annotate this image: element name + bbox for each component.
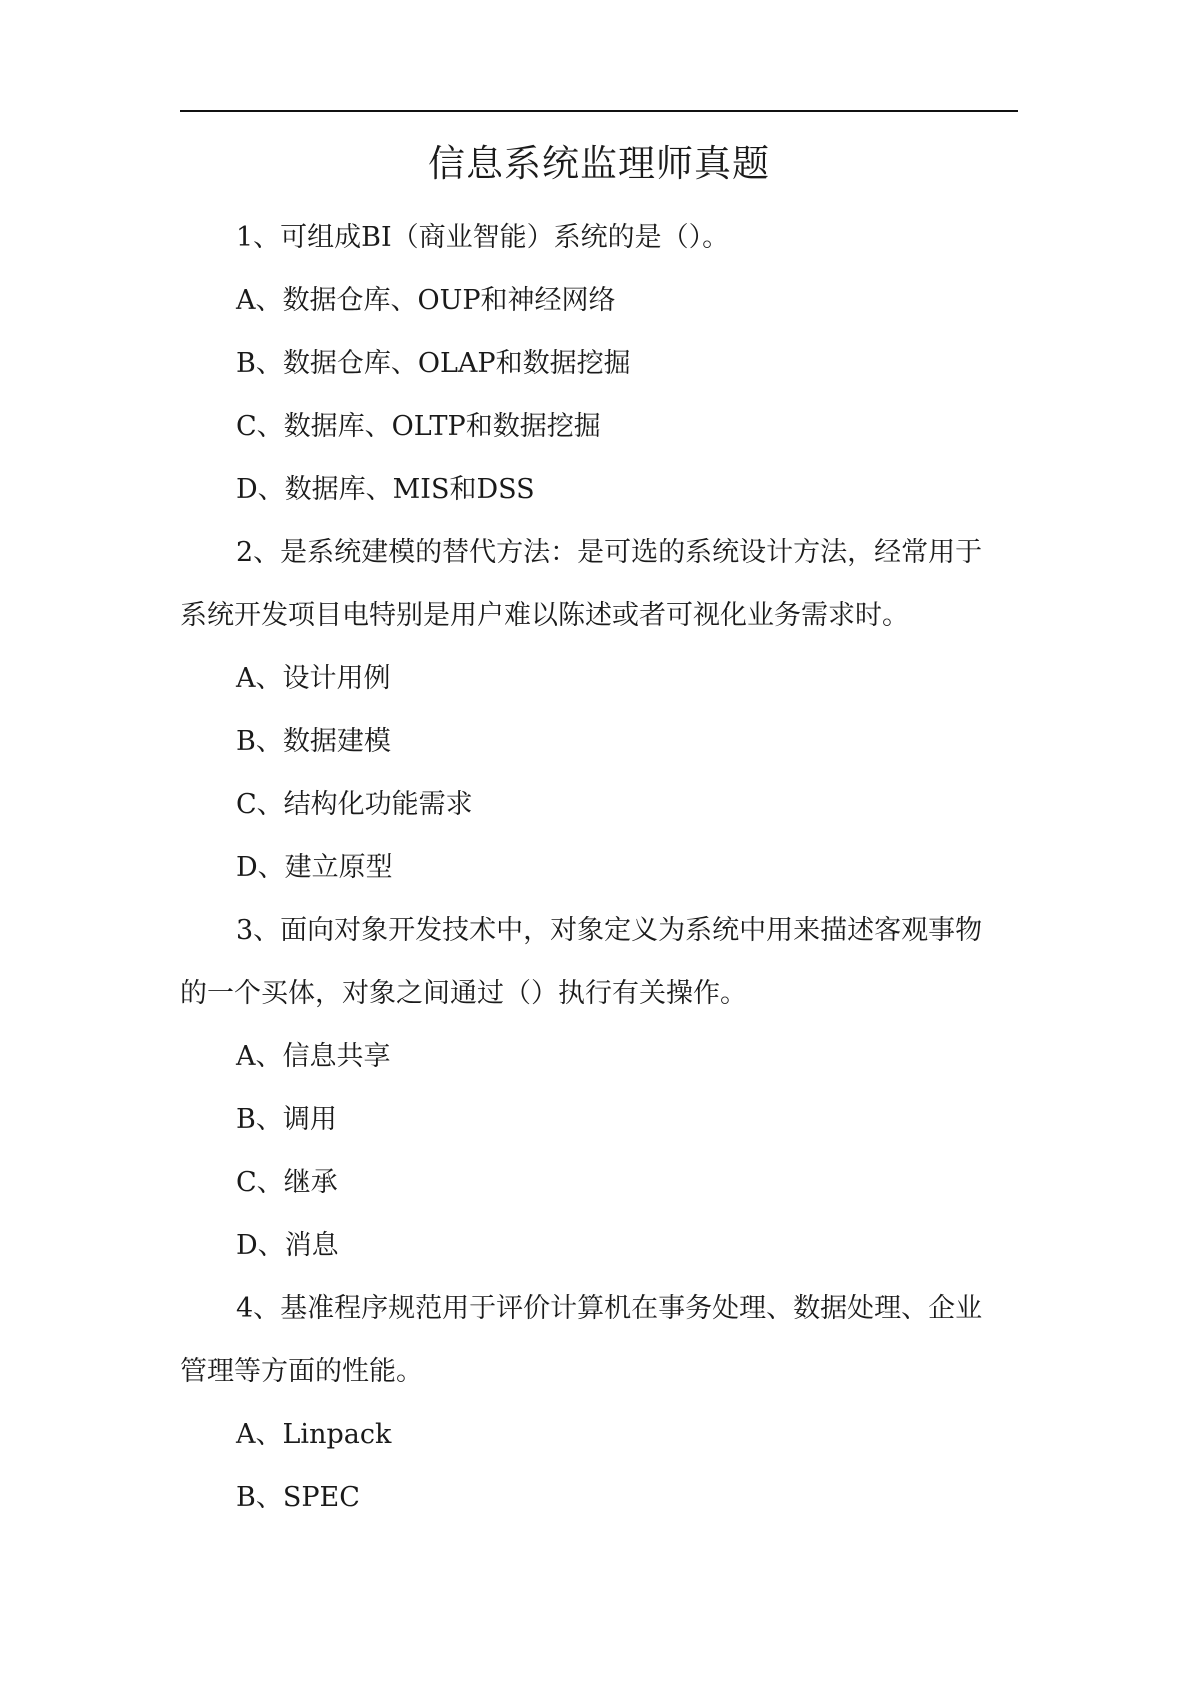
option-a: A、设计用例 <box>236 663 391 694</box>
question-text: 3、面向对象开发技术中，对象定义为系统中用来描述客观事物 <box>236 915 983 946</box>
document-body <box>180 206 1018 1529</box>
question-text: 2、是系统建模的替代方法：是可选的系统设计方法，经常用于 <box>236 537 983 568</box>
option-b: B、数据建模 <box>236 726 391 757</box>
question-text: 1、可组成BI（商业智能）系统的是（）。 <box>236 222 730 253</box>
option-b: B、数据仓库、OLAP和数据挖掘 <box>236 348 631 379</box>
document-title: 信息系统监理师真题 <box>428 142 770 185</box>
question-2 <box>180 521 1018 899</box>
option-a: A、Linpack <box>236 1419 392 1450</box>
option-d: D、数据库、MIS和DSS <box>236 474 535 505</box>
option-b: B、调用 <box>236 1104 337 1135</box>
option-c: C、数据库、OLTP和数据挖掘 <box>236 411 601 442</box>
question-text-continued: 的一个买体，对象之间通过（）执行有关操作。 <box>180 978 747 1009</box>
option-c: C、结构化功能需求 <box>236 789 473 820</box>
header-rule <box>180 110 1018 112</box>
option-d: D、建立原型 <box>236 852 393 883</box>
option-a: A、数据仓库、OUP和神经网络 <box>236 285 616 316</box>
question-text: 4、基准程序规范用于评价计算机在事务处理、数据处理、企业 <box>236 1293 983 1324</box>
question-3 <box>180 899 1018 1277</box>
option-c: C、继承 <box>236 1167 338 1198</box>
option-d: D、消息 <box>236 1230 339 1261</box>
option-a: A、信息共享 <box>236 1041 391 1072</box>
option-b: B、SPEC <box>236 1482 360 1513</box>
question-1 <box>180 206 1018 521</box>
question-text-continued: 管理等方面的性能。 <box>180 1356 423 1387</box>
question-4 <box>180 1277 1018 1529</box>
question-text-continued: 系统开发项目电特别是用户难以陈述或者可视化业务需求时。 <box>180 600 909 631</box>
